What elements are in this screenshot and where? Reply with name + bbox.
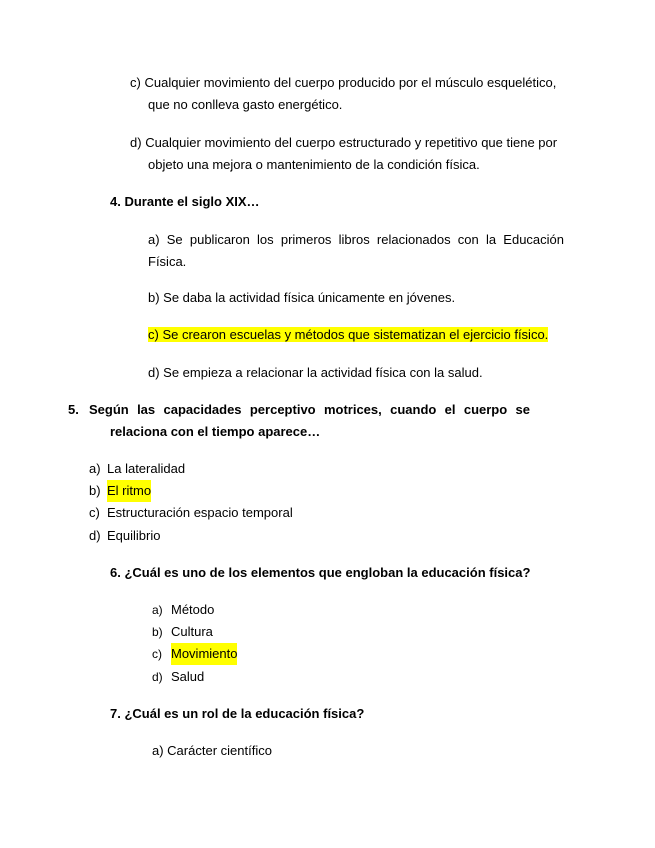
q3-option-c-label: c) [130, 75, 141, 90]
q3-option-d [130, 132, 565, 176]
q4-option-a-line2: Física. [148, 254, 187, 269]
q5-option-c-label: c) [89, 505, 100, 520]
q5-option-a-label: a) [89, 461, 101, 476]
q5-line1: Según las capacidades perceptivo motrices, cuando el cuerpo se [89, 402, 530, 417]
q7-option-a: a) Carácter científico [152, 743, 272, 758]
q5-option-a-text: La lateralidad [107, 461, 186, 476]
q3-option-d-line2: objeto una mejora o mantenimiento de la condición física. [148, 157, 480, 172]
q4-option-c-highlighted-answer: c) Se crearon escuelas y métodos que sistematizan el ejercicio físico. [148, 327, 549, 342]
q4-option-b: b) Se daba la actividad física únicamente en jóvenes. [148, 290, 456, 305]
q4-option-d: d) Se empieza a relacionar la actividad física con la salud. [148, 365, 483, 380]
q3-option-d-label: d) [130, 135, 142, 150]
q4-option-a-line1: a) Se publicaron los primeros libros relacionados con la Educación [148, 232, 564, 247]
q6-option-d-label: d) [152, 670, 163, 684]
q5-option-d-text: Equilibrio [107, 528, 161, 543]
q5-option-b-label: b) [89, 483, 101, 498]
q5-option-b-highlighted-answer: El ritmo [107, 480, 151, 502]
q5-option-d-label: d) [89, 528, 101, 543]
q3-option-c-line2: que no conlleva gasto energético. [148, 97, 343, 112]
q6-option-c-label: c) [152, 647, 162, 661]
q5-number: 5. [68, 402, 79, 417]
q5-question [68, 399, 530, 443]
q3-option-c-line1: Cualquier movimiento del cuerpo producido por el músculo esquelético, [144, 75, 557, 90]
q6-option-b-label: b) [152, 625, 163, 639]
q6-option-a-label: a) [152, 603, 163, 617]
q6-option-a-text: Método [171, 602, 215, 617]
q4-option-a [148, 229, 564, 273]
q4-title: 4. Durante el siglo XIX… [110, 194, 260, 209]
q6-option-d-text: Salud [171, 669, 205, 684]
q4-option-c [148, 324, 548, 346]
q6-option-b-text: Cultura [171, 624, 213, 639]
q5-line2: relaciona con el tiempo aparece… [110, 424, 321, 439]
q7-title: 7. ¿Cuál es un rol de la educación física? [110, 706, 365, 721]
q3-option-d-line1: Cualquier movimiento del cuerpo estructurado y repetitivo que tiene por [145, 135, 558, 150]
q6-title: 6. ¿Cuál es uno de los elementos que engloban la educación física? [110, 565, 531, 580]
q5-option-c-text: Estructuración espacio temporal [107, 505, 293, 520]
q6-option-c-highlighted-answer: Movimiento [171, 643, 237, 665]
q3-option-c [130, 72, 565, 116]
